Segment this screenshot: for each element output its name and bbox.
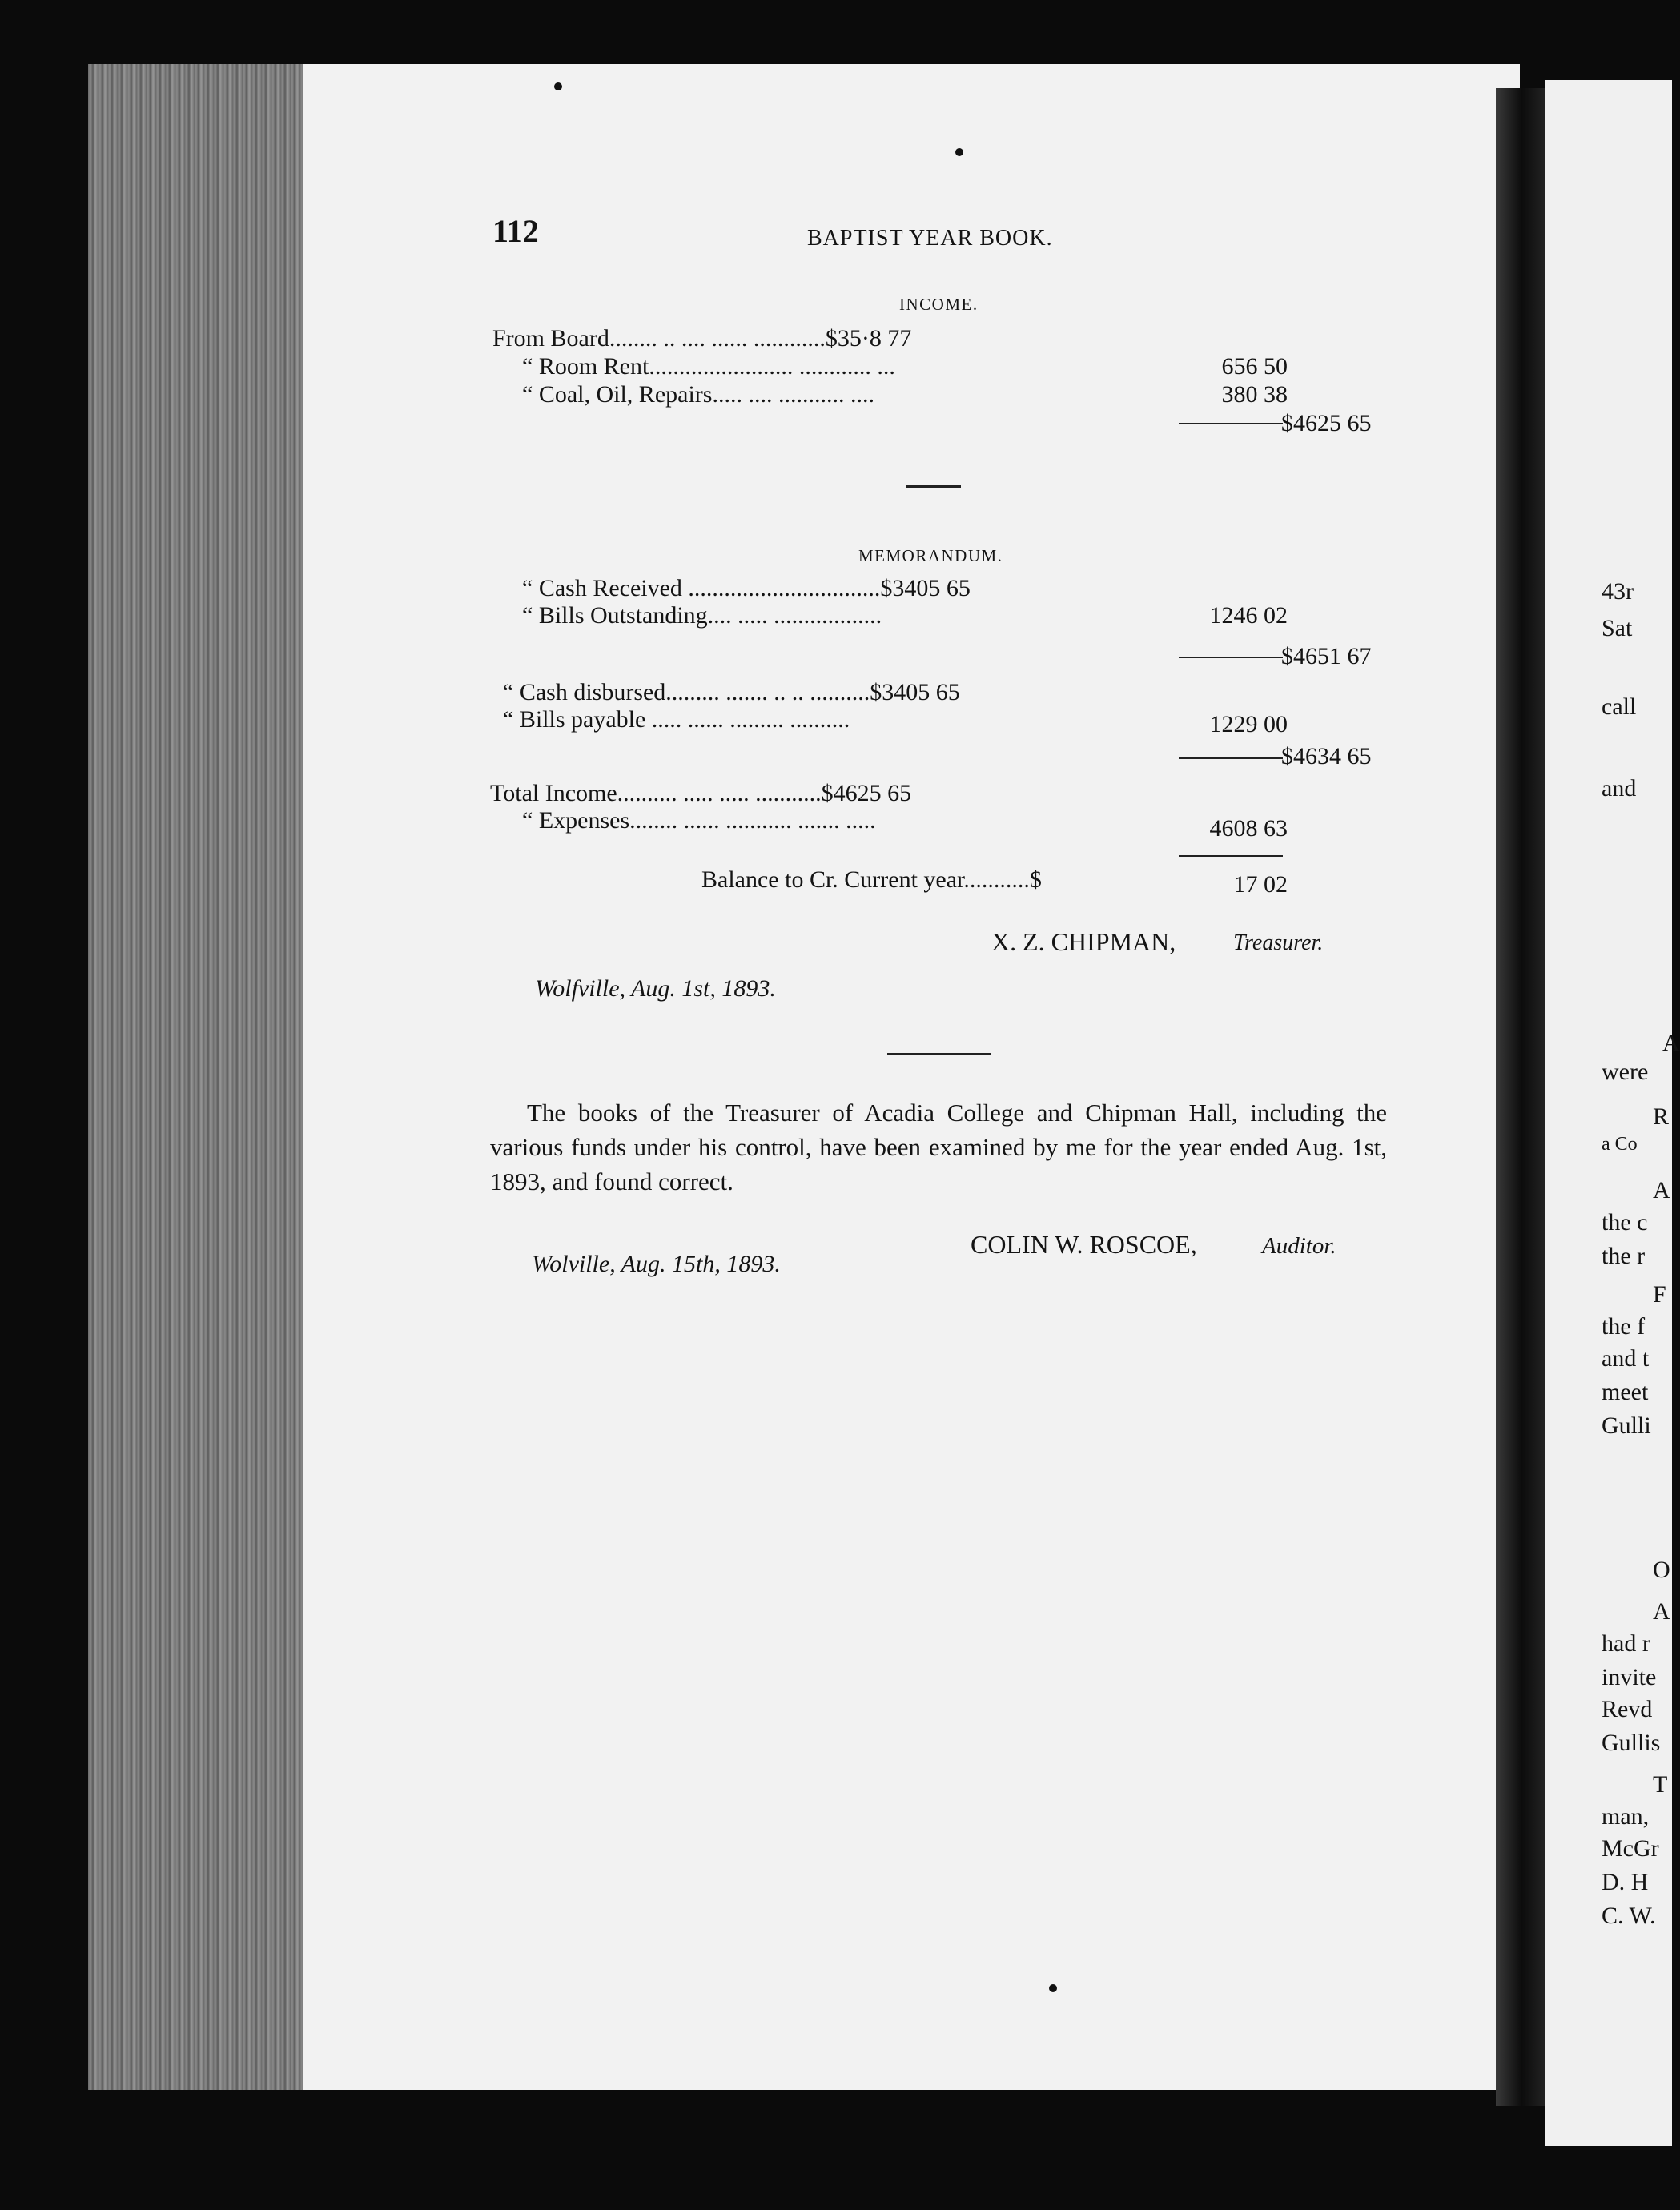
memo-bills-payable: “ Bills payable ..... ...... ......... ..........	[503, 706, 850, 733]
audit-paragraph: The books of the Treasurer of Acadia College and Chipman Hall, including the various funds under his control, have been examined by me for the year ended Aug. 1st, 1893, and found correct.	[490, 1099, 1387, 1195]
facing-page-fragment: McGr	[1602, 1835, 1659, 1862]
memo-cash-received: “ Cash Received ................................$3405 65	[522, 575, 971, 601]
memo-expenses: “ Expenses........ ...... ........... ....... .....	[522, 807, 876, 834]
facing-page-fragment: meet	[1602, 1379, 1649, 1405]
facing-page-fragment: F	[1653, 1281, 1666, 1308]
memo-total-income: Total Income.......... ..... ..... ...........$4625 65	[490, 780, 912, 806]
auditor-name: COLIN W. ROSCOE,	[971, 1230, 1197, 1259]
facing-page-fragment: A	[1653, 1177, 1670, 1203]
memo-bills-outstanding-amount: 1246 02	[1209, 602, 1288, 629]
section-divider	[887, 1053, 991, 1055]
speck	[1049, 1984, 1057, 1992]
facing-page-fragment: A	[1662, 1030, 1680, 1056]
memo-group1-rule	[1179, 657, 1283, 658]
auditor-place-date: Wolville, Aug. 15th, 1893.	[532, 1251, 781, 1277]
facing-page-fragment: T	[1653, 1771, 1668, 1798]
facing-page-fragment: O	[1653, 1557, 1670, 1583]
running-head: BAPTIST YEAR BOOK.	[807, 226, 1053, 251]
facing-page-fragment: Sat	[1602, 615, 1633, 641]
income-row-board: From Board........ .. .... ...... ............$35·8 77	[492, 325, 912, 352]
memorandum-heading: MEMORANDUM.	[858, 546, 1003, 565]
memo-bills-payable-amount: 1229 00	[1209, 711, 1288, 737]
facing-page-fragment: the c	[1602, 1209, 1648, 1236]
memo-cash-disbursed: “ Cash disbursed......... ....... .. .. ..........$3405 65	[503, 679, 960, 705]
facing-page-fragment: the r	[1602, 1243, 1646, 1269]
facing-page-fragment: Gulli	[1602, 1412, 1651, 1439]
treasurer-title: Treasurer.	[1233, 930, 1324, 955]
memo-group2-total: $4634 65	[1281, 743, 1372, 769]
page-edges	[88, 64, 304, 2090]
facing-page-fragment: invite	[1602, 1664, 1657, 1690]
income-row-coal: “ Coal, Oil, Repairs..... .... ........... ....	[522, 381, 874, 408]
facing-page-fragment: 43r	[1602, 578, 1634, 605]
facing-page-fragment: the f	[1602, 1313, 1646, 1340]
memo-expenses-amount: 4608 63	[1209, 815, 1288, 842]
treasurer-name: X. Z. CHIPMAN,	[991, 927, 1176, 956]
facing-page-fragment: A	[1653, 1598, 1670, 1625]
balance-rule	[1179, 855, 1283, 857]
memo-bills-outstanding: “ Bills Outstanding.... ..... ..................	[522, 602, 882, 629]
balance-label: Balance to Cr. Current year...........$	[701, 866, 1042, 893]
facing-page-fragment: and	[1602, 775, 1637, 802]
income-heading: INCOME.	[899, 295, 979, 314]
speck	[554, 82, 562, 90]
auditor-title: Auditor.	[1262, 1233, 1336, 1259]
section-divider	[906, 485, 961, 488]
balance-amount: 17 02	[1233, 871, 1288, 898]
memo-group1-total: $4651 67	[1281, 643, 1372, 669]
facing-page-fragment: call	[1602, 693, 1637, 720]
speck	[955, 148, 963, 156]
facing-page-fragment: a Co	[1602, 1134, 1638, 1155]
facing-page-fragment: C. W.	[1602, 1903, 1656, 1929]
facing-page-fragment: R	[1653, 1103, 1670, 1130]
income-total-rule	[1179, 423, 1283, 424]
income-room-rent-amount: 656 50	[1221, 353, 1288, 380]
facing-page-fragment: and t	[1602, 1345, 1650, 1372]
facing-page-fragment: Gullis	[1602, 1730, 1661, 1756]
left-page	[303, 64, 1520, 2090]
facing-page-fragment: man,	[1602, 1803, 1650, 1830]
page-number: 112	[492, 213, 539, 249]
facing-page-fragment: D. H	[1602, 1869, 1649, 1895]
treasurer-place-date: Wolfville, Aug. 1st, 1893.	[535, 975, 776, 1002]
income-row-room-rent: “ Room Rent........................ ............ ...	[522, 353, 895, 380]
income-coal-amount: 380 38	[1221, 381, 1288, 408]
facing-page-fragment: had r	[1602, 1630, 1650, 1657]
facing-page-fragment: were	[1602, 1059, 1649, 1085]
income-total: $4625 65	[1281, 410, 1372, 436]
memo-group2-rule	[1179, 757, 1283, 759]
facing-page-fragment: Revd	[1602, 1696, 1653, 1722]
